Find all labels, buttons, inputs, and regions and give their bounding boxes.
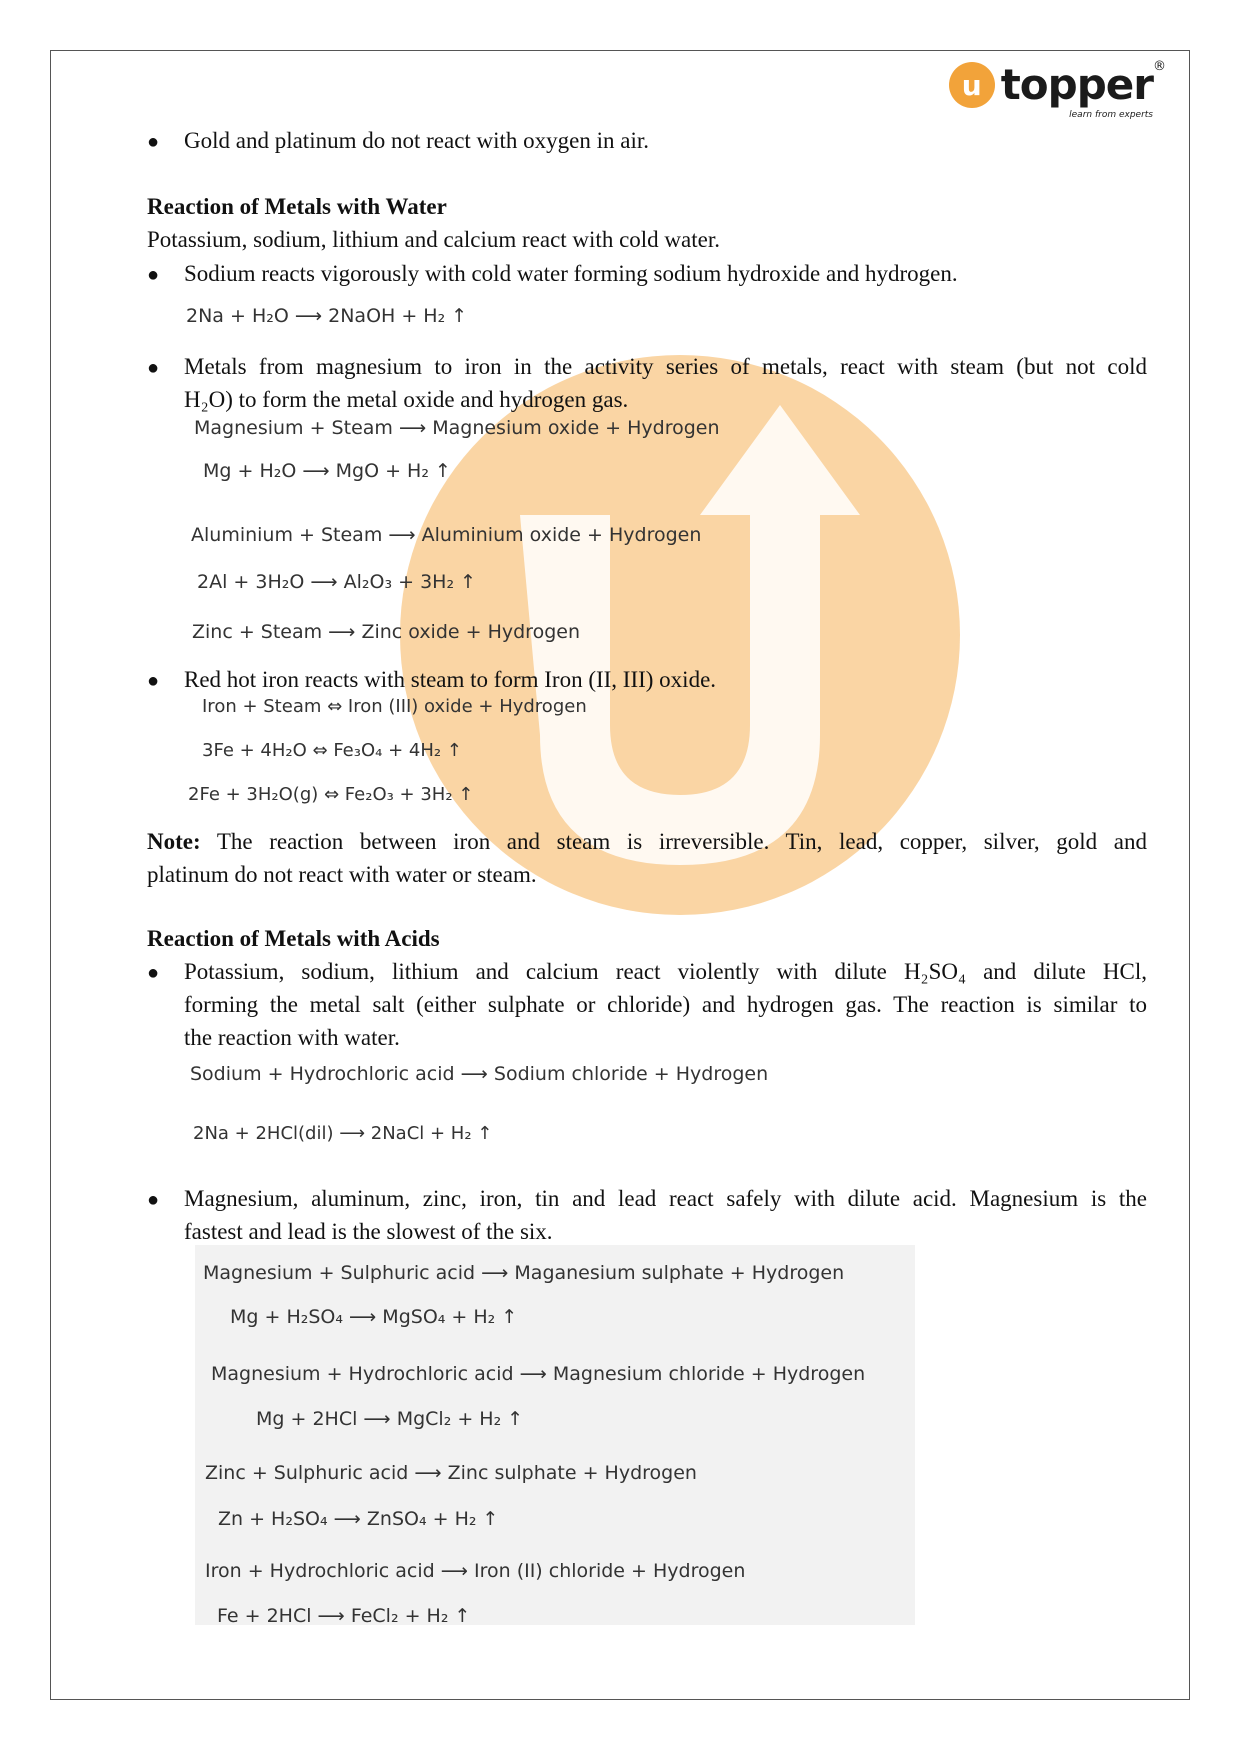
water-bullet-2b: H₂O) to form the metal oxide and hydrogen gas.: [184, 387, 629, 412]
bullet-text: Gold and platinum do not react with oxygen in air.: [184, 128, 650, 153]
equation: 2Fe + 3H₂O(g) ⇔ Fe₂O₃ + 3H₂ ↑: [188, 784, 474, 805]
acids-bullet-2b: fastest and lead is the slowest of the six.: [184, 1219, 553, 1244]
acids-bullet-1a: Potassium, sodium, lithium and calcium react violently with dilute H₂SO₄ and dilute HCl,: [184, 959, 1147, 984]
note-line-2: platinum do not react with water or steam.: [147, 862, 537, 887]
equation: 2Al + 3H₂O ⟶ Al₂O₃ + 3H₂ ↑: [197, 571, 477, 593]
bullet-icon: ●: [147, 357, 160, 379]
logo-registered: ®: [1153, 59, 1165, 74]
equation: Zinc + Steam ⟶ Zinc oxide + Hydrogen: [192, 621, 580, 643]
acids-bullet-1c: the reaction with water.: [184, 1025, 400, 1050]
bullet-icon: ●: [147, 670, 160, 692]
equation: Mg + 2HCl ⟶ MgCl₂ + H₂ ↑: [256, 1408, 524, 1430]
equation: Aluminium + Steam ⟶ Aluminium oxide + Hydrogen: [191, 524, 702, 546]
equation: 2Na + H₂O ⟶ 2NaOH + H₂ ↑: [186, 305, 468, 327]
acids-bullet-2a: Magnesium, aluminum, zinc, iron, tin and lead react safely with dilute acid. Magnesium is the: [184, 1186, 1147, 1211]
heading-acids: Reaction of Metals with Acids: [147, 926, 440, 951]
equation: Magnesium + Hydrochloric acid ⟶ Magnesium chloride + Hydrogen: [211, 1363, 866, 1385]
bullet-icon: ●: [147, 962, 160, 984]
equation: 2Na + 2HCl(dil) ⟶ 2NaCl + H₂ ↑: [193, 1123, 493, 1144]
equation: Mg + H₂O ⟶ MgO + H₂ ↑: [203, 460, 451, 482]
water-bullet-3: Red hot iron reacts with steam to form Iron (II, III) oxide.: [184, 667, 717, 692]
bullet-icon: ●: [147, 264, 160, 286]
water-bullet-2a: Metals from magnesium to iron in the activity series of metals, react with steam (but not cold: [184, 354, 1147, 379]
topper-logo: [949, 59, 1165, 120]
equation: Fe + 2HCl ⟶ FeCl₂ + H₂ ↑: [217, 1605, 471, 1627]
water-intro: Potassium, sodium, lithium and calcium react with cold water.: [147, 227, 720, 252]
logo-tagline: learn from experts: [1069, 110, 1153, 120]
equation: Magnesium + Steam ⟶ Magnesium oxide + Hydrogen: [194, 417, 720, 439]
equation: Zn + H₂SO₄ ⟶ ZnSO₄ + H₂ ↑: [218, 1508, 499, 1530]
note-line-1: [147, 825, 1147, 858]
note-text: The reaction between iron and steam is irreversible. Tin, lead, copper, silver, gold and: [216, 829, 1147, 854]
equation: Iron + Steam ⇔ Iron (III) oxide + Hydrogen: [202, 696, 587, 717]
equation: Sodium + Hydrochloric acid ⟶ Sodium chloride + Hydrogen: [190, 1063, 769, 1085]
equation: 3Fe + 4H₂O ⇔ Fe₃O₄ + 4H₂ ↑: [202, 740, 462, 761]
acids-bullet-1b: forming the metal salt (either sulphate or chloride) and hydrogen gas. The reaction is similar to: [184, 992, 1147, 1017]
equation: Magnesium + Sulphuric acid ⟶ Maganesium sulphate + Hydrogen: [203, 1262, 845, 1284]
bullet-icon: ●: [147, 1189, 160, 1211]
logo-badge-icon: u: [949, 62, 995, 108]
heading-water: Reaction of Metals with Water: [147, 194, 447, 219]
water-bullet-1: Sodium reacts vigorously with cold water forming sodium hydroxide and hydrogen.: [184, 261, 958, 286]
logo-name: topper: [1000, 60, 1153, 109]
logo-wordmark: [1000, 59, 1165, 120]
bullet-icon: ●: [147, 131, 160, 153]
equation: Iron + Hydrochloric acid ⟶ Iron (II) chloride + Hydrogen: [205, 1560, 746, 1582]
equation: Mg + H₂SO₄ ⟶ MgSO₄ + H₂ ↑: [230, 1306, 518, 1328]
equation: Zinc + Sulphuric acid ⟶ Zinc sulphate + Hydrogen: [205, 1462, 697, 1484]
note-label: Note:: [147, 829, 201, 854]
